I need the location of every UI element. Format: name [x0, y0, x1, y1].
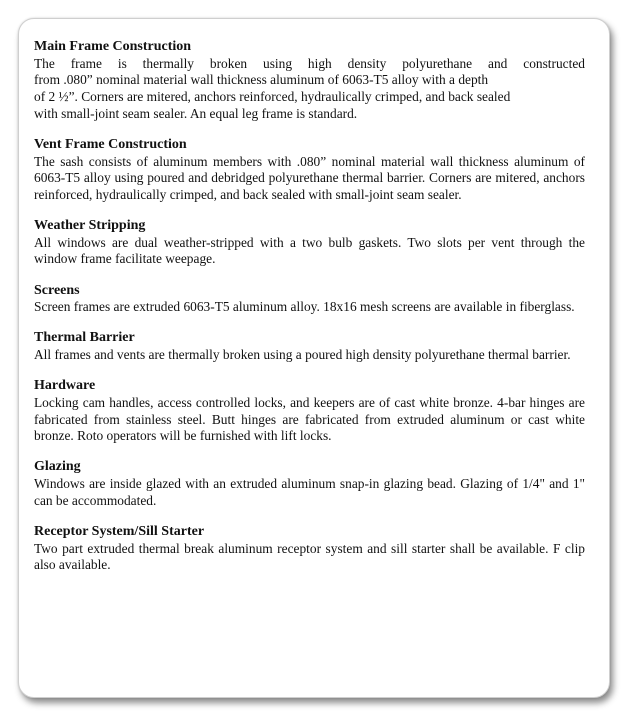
section-heading: Screens — [34, 282, 80, 298]
section-body: Locking cam handles, access controlled locks, and keepers are of cast white bronze. 4-bar hinges are fabricated from stainless steel. Butt hinges are fabricated from extruded aluminum or cast white bronze. Roto operators will be furnished with lift locks. — [34, 394, 585, 444]
section-screens — [34, 283, 585, 316]
section-glazing — [34, 459, 585, 509]
section-heading: Hardware — [34, 378, 96, 394]
body-line: of 2 ½”. Corners are mitered, anchors reinforced, hydraulically crimped, and back sealed — [34, 89, 511, 104]
section-main-frame-construction — [34, 39, 585, 122]
section-heading: Vent Frame Construction — [34, 136, 187, 152]
section-heading: Receptor System/Sill Starter — [34, 523, 205, 539]
body-line: The frame is thermally broken using high density polyurethane and constructed — [34, 55, 585, 71]
section-heading: Weather Stripping — [34, 218, 146, 234]
section-body: All windows are dual weather-stripped with a two bulb gaskets. Two slots per vent through the window frame facilitate weepage. — [34, 234, 585, 267]
section-body: The sash consists of aluminum members with .080” nominal material wall thickness aluminum of 6063-T5 alloy using poured and debridged polyurethane thermal barrier. Corners are mitered, anchors reinforced, hydraulically crimped, and back sealed with small-joint seam sealer. — [34, 153, 585, 202]
section-weather-stripping — [34, 218, 585, 268]
section-body: Screen frames are extruded 6063-T5 aluminum alloy. 18x16 mesh screens are available in fiberglass. — [34, 299, 575, 315]
body-line: with small-joint seam sealer. An equal leg frame is standard. — [34, 105, 358, 121]
section-receptor-system — [34, 524, 585, 574]
section-heading: Glazing — [34, 459, 81, 475]
section-heading: Thermal Barrier — [34, 330, 135, 346]
body-line: from .080” nominal material wall thickness aluminum of 6063-T5 alloy with a depth — [34, 72, 489, 88]
section-hardware — [34, 378, 585, 445]
section-body: Windows are inside glazed with an extruded aluminum snap-in glazing bead. Glazing of 1/4" and 1" can be accommodated. — [34, 476, 585, 508]
section-body: Two part extruded thermal break aluminum receptor system and sill starter shall be available. F clip also available. — [34, 540, 585, 573]
section-body: All frames and vents are thermally broken using a poured high density polyurethane thermal barrier. — [34, 347, 571, 362]
specifications-card — [18, 18, 610, 698]
section-vent-frame-construction — [34, 137, 585, 204]
section-body — [34, 56, 585, 123]
section-thermal-barrier — [34, 330, 585, 363]
section-heading: Main Frame Construction — [34, 39, 192, 54]
